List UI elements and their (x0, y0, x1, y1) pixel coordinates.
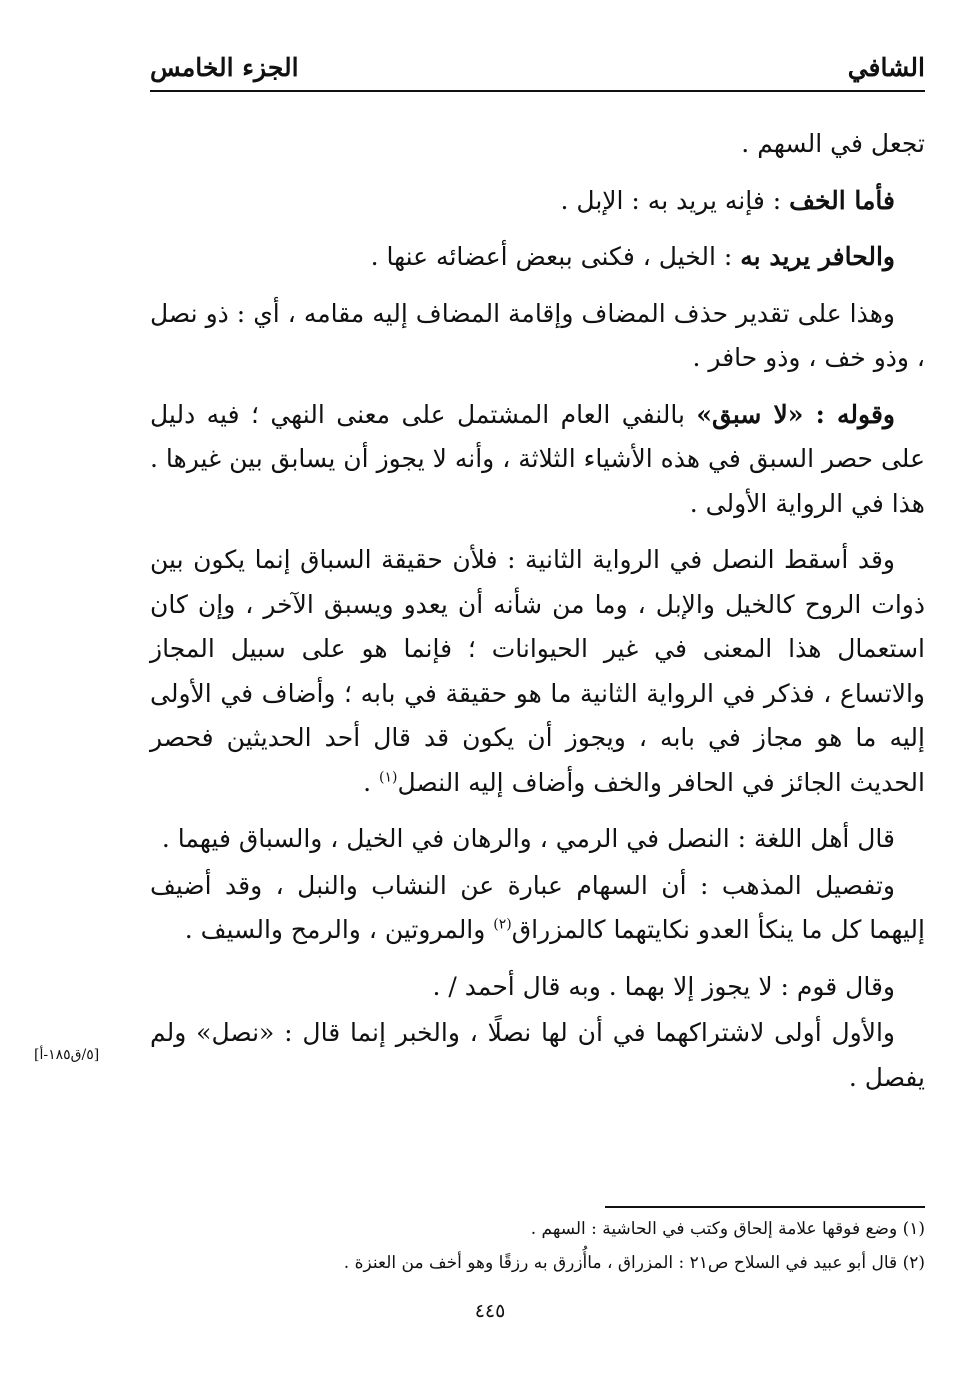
lead-term: وقوله : «لا سبق» (696, 399, 895, 429)
paragraph: وهذا على تقدير حذف المضاف وإقامة المضاف إليه مقامه ، أي : ذو نصل ، وذو خف ، وذو حافر . (150, 298, 925, 372)
paragraph: والحافر يريد به : الخيل ، فكنى ببعض أعضائه عنها . (370, 242, 895, 271)
footnote-ref[interactable]: (٢) (493, 916, 512, 933)
book-title: الشافي (847, 52, 925, 82)
footnote: (١) وضع فوقها علامة إلحاق وكتب في الحاشية : السهم . (530, 1219, 925, 1239)
page-number: ٤٤٥ (474, 1300, 506, 1322)
paragraph: وقوله : «لا سبق» بالنفي العام المشتمل على معنى النهي ؛ فيه دليل على حصر السبق في هذه الأشياء الثلاثة ، وأنه لا يجوز أن يسابق بين غيرها . هذا في الرواية الأولى . (150, 399, 925, 518)
paragraph: وقال قوم : لا يجوز إلا بهما . وبه قال أحمد / . (432, 971, 895, 1001)
paragraph: وتفصيل المذهب : أن السهام عبارة عن النشاب والنبل ، وقد أضيف إليهما كل ما ينكأ العدو نكايتهما كالمزراق$^{(٢)}$ والمروتين ، والرمح والسيف . (150, 870, 925, 944)
paragraph: تجعل في السهم . (741, 129, 925, 158)
running-head (150, 44, 925, 92)
paragraph: فأما الخف : فإنه يريد به : الإبل . (560, 185, 895, 215)
paragraph: والأول أولى لاشتراكهما في أن لها نصلًا ، والخبر إنما قال : «نصل» ولم يفصل . (150, 1018, 925, 1092)
volume-title: الجزء الخامس (150, 52, 299, 82)
paragraph: وقد أسقط النصل في الرواية الثانية : فلأن حقيقة السباق إنما يكون بين ذوات الروح كالخيل والإبل ، وما من شأنه أن يعدو ويسبق الآخر ، وإن كان استعمال هذا المعنى في غير الحيوانات ؛ فإنما هو على سبيل المجاز والاتساع ، فذكر في الرواية الثانية ما هو حقيقة في بابه ؛ وأضاف في الأولى إليه ما هو مجاز في بابه ، ويجوز أن يكون قد قال أحد الحديثين فحصر الحديث الجائز في الحافر والخف وأضاف إليه النصل$^{(١)}$ . (150, 545, 925, 797)
body-text (150, 122, 925, 1112)
paragraph: قال أهل اللغة : النصل في الرمي ، والرهان في الخيل ، والسباق فيهما . (161, 824, 895, 853)
footnote-ref[interactable]: (١) (378, 769, 398, 786)
lead-term: فأما الخف (789, 185, 895, 215)
footnote: (٢) قال أبو عبيد في السلاح ص٢١ : المزراق ، ماأُزرق به رزقًا وهو أخف من العنزة . (343, 1253, 925, 1273)
lead-term: والحافر يريد به (740, 242, 895, 271)
footnotes (150, 1206, 925, 1280)
footnote-rule (605, 1206, 925, 1208)
manuscript-folio-note: [٥/ق١٨٥-أ] (34, 1047, 100, 1063)
